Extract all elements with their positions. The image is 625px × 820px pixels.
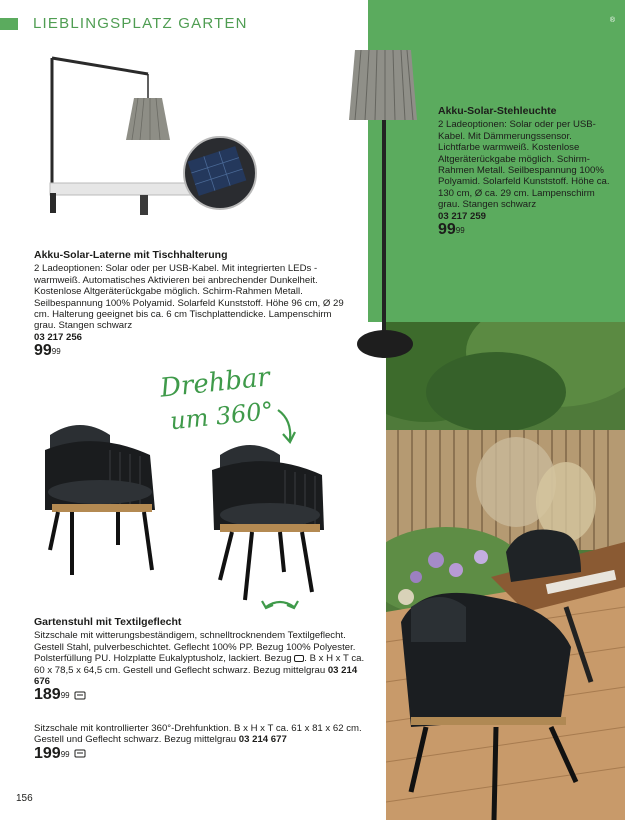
article-number: 03 214 677 — [238, 734, 287, 746]
corner-mark: ® — [609, 17, 615, 24]
product-laterne — [34, 250, 346, 359]
solar-floor-lamp-image — [345, 48, 425, 366]
page-header-title: LIEBLINGSPLATZ GARTEN — [33, 15, 248, 32]
article-number: 03 217 256 — [34, 331, 83, 343]
price: $189^{99}$ — [34, 686, 70, 704]
solar-lantern-image — [40, 48, 260, 218]
product-description: Sitzschale mit witterungsbeständigem, schnelltrocknendem Textilgeflecht. Gestell Stahl, pulverbeschichtet. Geflecht 100% PP. Bezug 100% Polyester. Polsterfüllung PU. Holzplatte Eukalyptusholz, lackiert. Bezug . B x H x T ca. 60 x 78,5 x 64,5 cm. Gestell und Geflecht schwarz. Bezug mittelgrau 03 214 676 — [34, 630, 365, 688]
promo-um-360: um 360° — [168, 396, 275, 436]
price: $199^{99}$ — [34, 744, 70, 762]
article-number: 03 217 259 — [438, 210, 487, 222]
product-title: Gartenstuhl mit Textilgeflecht — [34, 616, 182, 628]
header-accent-bar — [0, 18, 18, 30]
garden-photo — [386, 322, 625, 820]
price: $99^{99}$ — [34, 342, 61, 360]
shipping-icon — [74, 691, 86, 703]
product-description: 2 Ladeoptionen: Solar oder per USB-Kabel. Mit integrierten LEDs - warmweiß. Automatisches Aktivieren bei anbrechender Dunkelheit. Kostenlose Altgeräterückgabe möglich. Schirm-Rahmen Metall. Seilbespannung 100% Polyamid. Solarfeld Kunststoff. Höhe 96 cm, Ø 29 cm. Halterung geeignet bis ca. 6 cm Tischplattendicke. Lampenschirm grau. Stangen schwarz — [34, 263, 344, 332]
product-stehleuchte — [438, 106, 616, 237]
cover-icon — [294, 655, 304, 662]
price: $99^{99}$ — [438, 221, 465, 239]
product-description: 2 Ladeoptionen: Solar oder per USB-Kabel. Mit Dämmerungssensor. Lichtfarbe warmweiß. Kostenlose Altgeräterückgabe möglich. Schirm-Rahmen Metall. Seilbespannung 100% Polyamid. Solarfeld Kunststoff. Höhe ca. 130 cm, Ø ca. 29 cm. Lampenschirm grau. Stangen schwarz — [438, 119, 610, 211]
promo-drehbar: Drehbar — [158, 362, 272, 404]
product-title: Akku-Solar-Stehleuchte — [438, 105, 557, 117]
article-number: 03 214 676 — [34, 664, 358, 688]
product-gartenstuhl — [34, 617, 374, 703]
page-number: 156 — [16, 793, 33, 804]
product-description: Sitzschale mit kontrollierter 360°-Drehfunktion. B x H x T ca. 61 x 81 x 62 cm. Gestell und Geflecht schwarz. Bezug mittelgrau 03 214 677 — [34, 723, 362, 746]
product-title: Akku-Solar-Laterne mit Tischhalterung — [34, 249, 228, 261]
shipping-icon — [74, 749, 86, 761]
product-drehstuhl — [34, 723, 379, 761]
